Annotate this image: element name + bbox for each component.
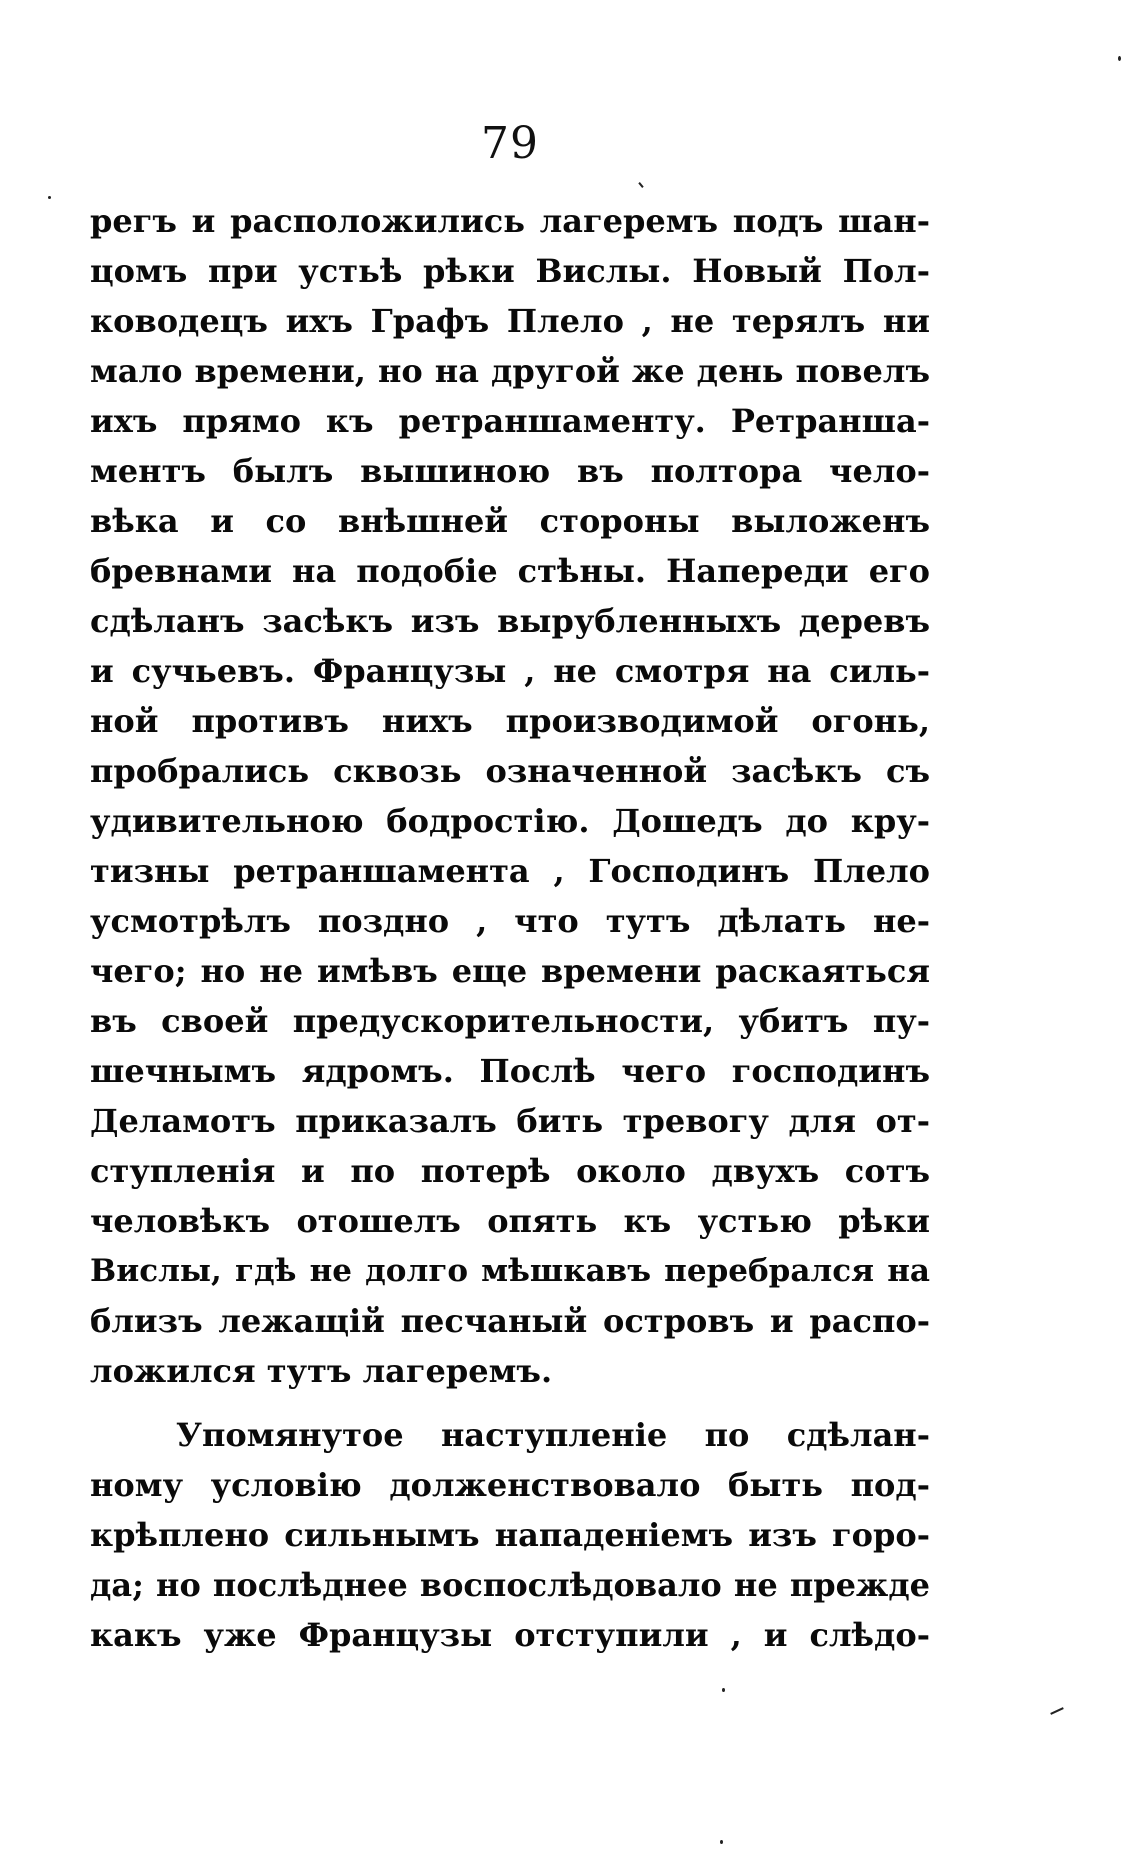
text-line: ководецъ ихъ Графъ Плело , не терялъ ни [90,302,930,340]
text-line: Вислы, гдѣ не долго мѣшкавъ перебрался на [90,1253,930,1289]
text-line: ихъ прямо къ ретраншаменту. Ретранша- [90,402,930,440]
scan-speck [48,196,51,199]
scan-speck [722,1688,725,1692]
text-line: усмотрѣлъ поздно , что тутъ дѣлать не- [90,902,930,940]
text-line: чего; но не имѣвъ еще времени раскаяться [90,952,930,990]
text-line: удивительною бодростію. Дошедъ до кру- [90,802,930,840]
text-line: ложился тутъ лагеремъ. [90,1352,553,1390]
text-line: да; но послѣднее воспослѣдовало не прежде [90,1566,930,1604]
text-line: пробрались сквозь означенной засѣкъ съ [90,752,930,790]
text-line: какъ уже Французы отступили , и слѣдо- [90,1616,930,1654]
scan-speck [638,182,643,188]
body-text [90,196,930,1660]
scan-speck [1118,56,1121,61]
scan-speck [720,1840,723,1844]
page-number: 79 [481,118,539,169]
text-line: регъ и расположились лагеремъ подъ шан- [90,202,930,240]
paragraph-2 [90,1410,930,1660]
text-line: въ своей предускорительности, убитъ пу- [90,1002,930,1040]
text-line: шечнымъ ядромъ. Послѣ чего господинъ [90,1052,930,1090]
text-line: близъ лежащій песчаный островъ и распо- [90,1302,930,1340]
text-line: человѣкъ отошелъ опять къ устью рѣки [90,1202,930,1240]
text-line: ной противъ нихъ производимой огонь, [90,702,930,740]
text-line: мало времени, но на другой же день повелъ [90,352,930,390]
text-line: тизны ретраншамента , Господинъ Плело [90,852,930,890]
text-line: сдѣланъ засѣкъ изъ вырубленныхъ деревъ [90,602,930,640]
paragraph-1 [90,196,930,1396]
text-line: Упомянутое наступленіе по сдѣлан- [176,1416,930,1454]
text-line: цомъ при устьѣ рѣки Вислы. Новый Пол- [90,252,930,290]
text-line: ступленія и по потерѣ около двухъ сотъ [90,1152,930,1190]
text-line: и сучьевъ. Французы , не смотря на силь- [90,652,930,690]
text-line: бревнами на подобіе стѣны. Напереди его [90,552,930,590]
paragraph-gap [90,1396,930,1410]
text-line: вѣка и со внѣшней стороны выложенъ [90,502,930,540]
text-line: крѣплено сильнымъ нападеніемъ изъ горо- [90,1516,930,1554]
text-line: ментъ былъ вышиною въ полтора чело- [90,452,930,490]
scan-speck [1050,1707,1064,1715]
text-line: ному условію долженствовало быть под- [90,1466,930,1504]
text-line: Деламотъ приказалъ бить тревогу для от- [90,1102,930,1140]
